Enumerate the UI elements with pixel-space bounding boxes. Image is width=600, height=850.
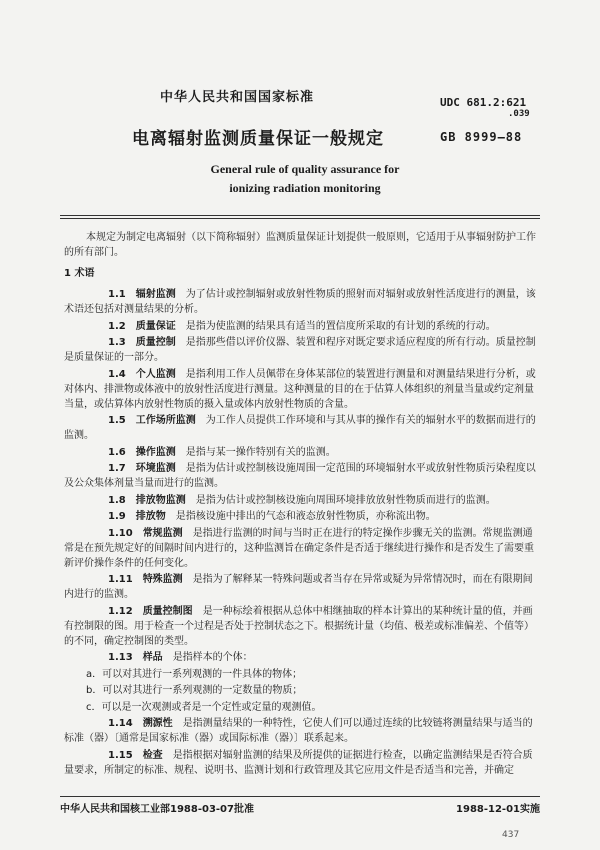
term-definition: 是一种标绘着根据从总体中相继抽取的样本计算出的某种统计量的值，并画有控制限的图。用于检查一个过程是否处于控制状态之下。根据统计量（均值、极差或标准偏差、个值等）的不同，确定控制图的类型。 (64, 605, 534, 647)
term-definition: 是指为使监测的结果具有适当的置信度所采取的有计划的系统的行动。 (185, 320, 496, 332)
issuing-org: 中华人民共和国国家标准 (160, 90, 315, 105)
term-definition: 是指与某一操作特别有关的监测。 (185, 446, 336, 458)
term-name: 质量保证 (135, 320, 176, 332)
term-definition: 是指核设施中排出的气态和液态放射性物质，亦称流出物。 (175, 511, 436, 522)
term-number: 1.6 (108, 446, 126, 458)
udc-code (440, 96, 530, 119)
term-name: 排放物监测 (135, 494, 186, 506)
term-number: 1.11 (108, 574, 133, 585)
term-definition: 是指根据对辐射监测的结果及所提供的证据进行检查，以确定监测结果是否符合质量要求，所制定的标准、规程、说明书、监测计划和行政管理及其它应用文件是否适当和完善，并确定 (64, 749, 533, 776)
title-english (155, 160, 455, 198)
page-number: 437 (502, 830, 520, 840)
term-definition: 是指那些借以评价仪器、装置和程序对既定要求适应程度的所有行动。质量控制是质量保证的一部分。 (64, 337, 536, 363)
term-item (64, 604, 542, 649)
term-definition: 是指进行监测的时间与当时正在进行的特定操作步骤无关的监测。常规监测通常是在预先规定好的间隔时间内进行的，这种监测旨在确定条件是否适于继续进行操作和是否发生了需要重新评价操作条件的任何变化。 (64, 527, 534, 569)
term-definition: 是指为了解释某一特殊问题或者当存在异常或疑为异常情况时，而在有限期间内进行的监测。 (64, 574, 533, 600)
term-list-continued (64, 716, 542, 778)
term-item (64, 367, 542, 412)
title-english-line1: General rule of quality assurance for (210, 162, 400, 176)
term-name: 操作监测 (135, 446, 176, 458)
term-name: 排放物 (135, 511, 166, 522)
approval-date: 中华人民共和国核工业部1988-03-07批准 (60, 804, 254, 815)
term-item (64, 319, 542, 334)
term-item (64, 493, 542, 508)
term-name: 检查 (142, 749, 163, 761)
header-rule-top (60, 215, 540, 216)
term-item (64, 509, 542, 524)
term-item (64, 287, 542, 317)
term-number: 1.5 (108, 415, 126, 426)
term-item (64, 650, 542, 665)
term-name: 辐射监测 (135, 289, 176, 300)
list-item: c．可以是一次观测或者是一个定性或定量的观测值。 (86, 701, 322, 713)
term-item (64, 445, 542, 460)
term-definition: 是指测量结果的一种特性，它使人们可以通过连续的比较链将测量结果与适当的标准（器）〔通常是国家标准（器）或国际标准（器）〕联系起来。 (64, 718, 533, 744)
term-definition: 是指为估计或控制核设施向周围环境排放放射性物质而进行的监测。 (195, 494, 496, 506)
term-name: 个人监测 (135, 368, 176, 380)
term-name: 环境监测 (135, 463, 176, 474)
sample-list (64, 667, 542, 715)
term-item (64, 526, 542, 571)
term-name: 样品 (142, 652, 163, 663)
intro-paragraph: 本规定为制定电离辐射（以下简称辐射）监测质量保证计划提供一般原则，它适用于从事辐射防护工作的所有部门。 (64, 232, 536, 258)
gb-number: GB 8999—88 (440, 130, 523, 144)
term-name: 常规监测 (142, 527, 183, 539)
term-definition: 为工作人员提供工作环境和与其从事的操作有关的辐射水平的数据而进行的监测。 (64, 415, 536, 441)
term-item (64, 572, 542, 602)
term-definition: 为了估计或控制辐射或放射性物质的照射而对辐射或放射性活度进行的测量，该术语还包括对测量结果的分析。 (64, 289, 536, 315)
footer-rule (60, 796, 540, 797)
term-number: 1.7 (108, 463, 126, 474)
term-name: 质量控制 (135, 337, 176, 348)
term-name: 质量控制图 (142, 605, 193, 617)
document-body (64, 230, 542, 779)
term-number: 1.12 (108, 605, 133, 617)
term-item (64, 461, 542, 491)
term-definition: 是指为估计或控制核设施周围一定范围的环境辐射水平或放射性物质污染程度以及公众集体剂量当量而进行的监测。 (64, 463, 536, 489)
term-name: 溯源性 (142, 718, 173, 729)
term-item (64, 716, 542, 746)
term-number: 1.15 (108, 749, 133, 761)
term-list (64, 287, 542, 665)
term-definition: 是指样本的个体： (172, 652, 253, 663)
implementation-date: 1988-12-01实施 (456, 804, 540, 815)
term-item (64, 335, 542, 365)
term-number: 1.2 (108, 320, 126, 332)
term-number: 1.10 (108, 527, 133, 539)
udc-main: UDC 681.2:621 (440, 96, 527, 109)
header-rule-bottom (60, 218, 540, 219)
term-name: 工作场所监测 (135, 415, 196, 426)
term-name: 特殊监测 (142, 574, 183, 585)
title-english-line2: ionizing radiation monitoring (229, 181, 381, 195)
term-number: 1.3 (108, 337, 126, 348)
list-item: b．可以对其进行一系列观测的一定数量的物质； (86, 685, 303, 696)
term-number: 1.8 (108, 494, 126, 506)
term-number: 1.9 (108, 511, 126, 522)
title-chinese: 电离辐射监测质量保证一般规定 (132, 129, 384, 149)
term-number: 1.4 (108, 368, 126, 380)
term-definition: 是指利用工作人员佩带在身体某部位的装置进行测量和对测量结果进行分析，或对体内、排泄物或体液中的放射性活度进行测量。这种测量的目的在于估算人体组织的剂量当量或约定剂量当量，或估算体内放射性物质的摄入量或体内放射性物质的含量。 (64, 368, 536, 410)
term-number: 1.1 (108, 289, 126, 300)
list-item: a．可以对其进行一系列观测的一件具体的物体； (86, 668, 303, 680)
term-item (64, 748, 542, 778)
term-item (64, 413, 542, 443)
udc-sub: .039 (508, 109, 530, 119)
term-number: 1.14 (108, 718, 133, 729)
term-number: 1.13 (108, 652, 133, 663)
section-title: 1 术语 (64, 268, 95, 279)
